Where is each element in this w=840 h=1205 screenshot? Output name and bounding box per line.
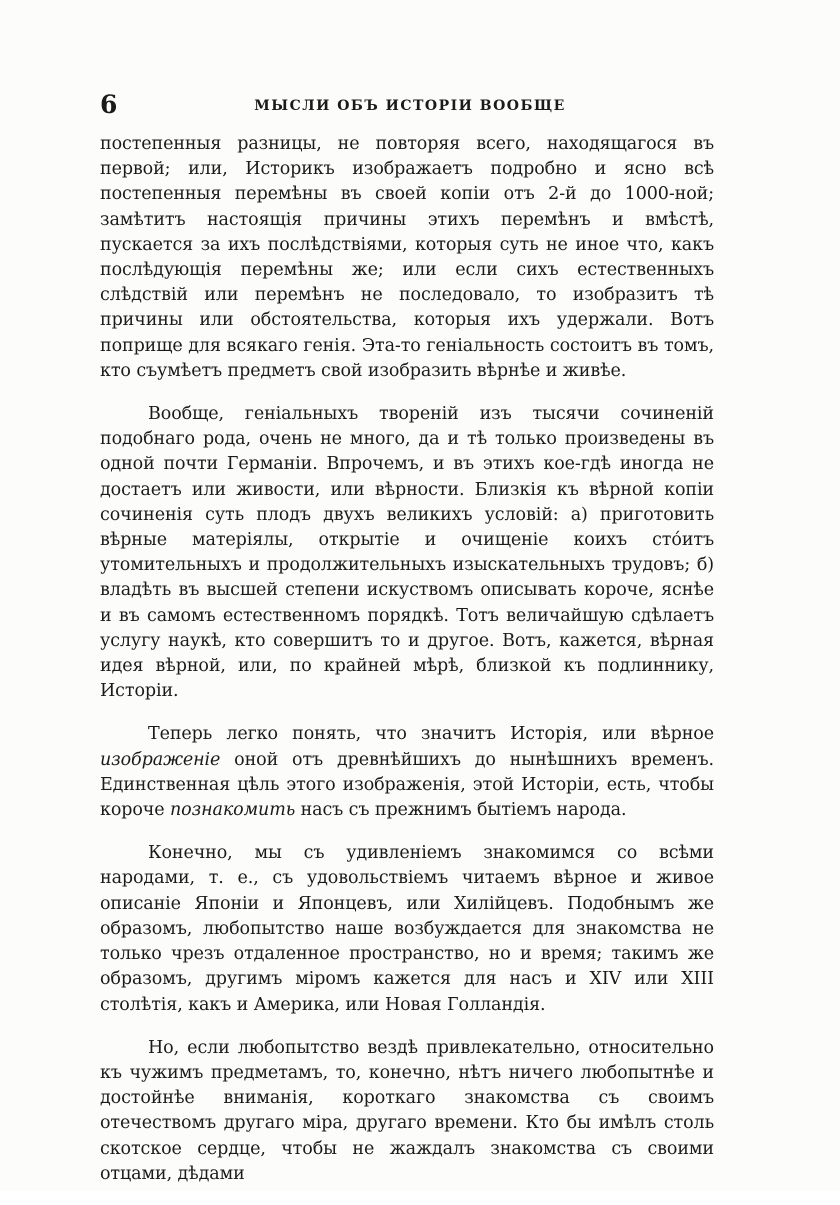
- emphasis-izobrazhenie: изображеніе: [100, 749, 221, 770]
- running-title: МЫСЛИ ОБЪ ИСТОРІИ ВООБЩЕ: [254, 98, 566, 114]
- text-run: оной отъ древнѣйшихъ до нынѣшнихъ временъ. Единственная цѣль этого изображенія, этой Исторіи, есть, чтобы короче: [100, 749, 714, 821]
- paragraph-genius-works: Вообще, геніальныхъ твореній изъ тысячи сочиненій подобнаго рода, очень не много, да и тѣ только произведены въ одной почти Германіи. Впрочемъ, и въ этихъ кое-гдѣ иногда не достаетъ или живости, или вѣрности. Близкія къ вѣрной копіи сочиненія суть плодъ двухъ великихъ условій: а) приготовить вѣрные матеріялы, открытіе и очищеніе коихъ стóитъ утомительныхъ и продолжительныхъ изыскательныхъ трудовъ; б) владѣть въ высшей степени искуствомъ описывать короче, яснѣе и въ самомъ естественномъ порядкѣ. Тотъ величайшую сдѣлаетъ услугу наукѣ, кто совершитъ то и другое. Вотъ, кажется, вѣрная идея вѣрной, или, по крайней мѣрѣ, близкой къ подлиннику, Исторіи.: [100, 404, 714, 702]
- body-text: [100, 132, 714, 1205]
- paragraph-fatherland: Но, если любопытство вездѣ привлекательно, относительно къ чужимъ предметамъ, то, конечно, нѣтъ ничего любопытнѣе и достойнѣе вниманія, короткаго знакомства съ своимъ отечествомъ другаго міра, другаго времени. Кто бы имѣлъ столь скотское сердце, чтобы не жаждалъ знакомства съ своими отцами, дѣдами: [100, 1037, 714, 1184]
- emphasis-poznakomit: познакомить: [170, 800, 296, 821]
- paragraph-history-definition: [100, 722, 714, 823]
- page-number: 6: [100, 90, 118, 119]
- text-run: насъ съ прежнимъ бытіемъ народа.: [295, 800, 627, 821]
- text-run: Теперь легко понять, что значитъ Исторія, или вѣрное: [148, 724, 714, 745]
- paragraph-curiosity: Конечно, мы съ удивленіемъ знакомимся со всѣми народами, т. е., съ удовольствіемъ читаемъ вѣрное и живое описаніе Японіи и Японцевъ, или Хилійцевъ. Подобнымъ же образомъ, любопытство наше возбуждается для знакомства не только чрезъ отдаленное пространство, но и время; такимъ же образомъ, другимъ міромъ кажется для насъ и XIV или XIII столѣтія, какъ и Америка, или Новая Голландія.: [100, 843, 714, 1015]
- paragraph-continued: постепенныя разницы, не повторяя всего, находящагося въ первой; или, Историкъ изображаетъ подробно и ясно всѣ постепенныя перемѣны въ своей копіи отъ 2-й до 1000-ной; замѣтитъ настоящія причины этихъ перемѣнъ и вмѣстѣ, пускается за ихъ послѣдствіями, которыя суть не иное что, какъ послѣдующія перемѣны же; или если сихъ естественныхъ слѣдствій или перемѣнъ не последовало, то изобразитъ тѣ причины или обстоятельства, которыя ихъ удержали. Вотъ поприще для всякаго генія. Эта-то геніальность состоитъ въ томъ, кто съумѣетъ предметъ свой изобразить вѣрнѣе и живѣе.: [100, 134, 714, 381]
- running-head: [100, 92, 720, 118]
